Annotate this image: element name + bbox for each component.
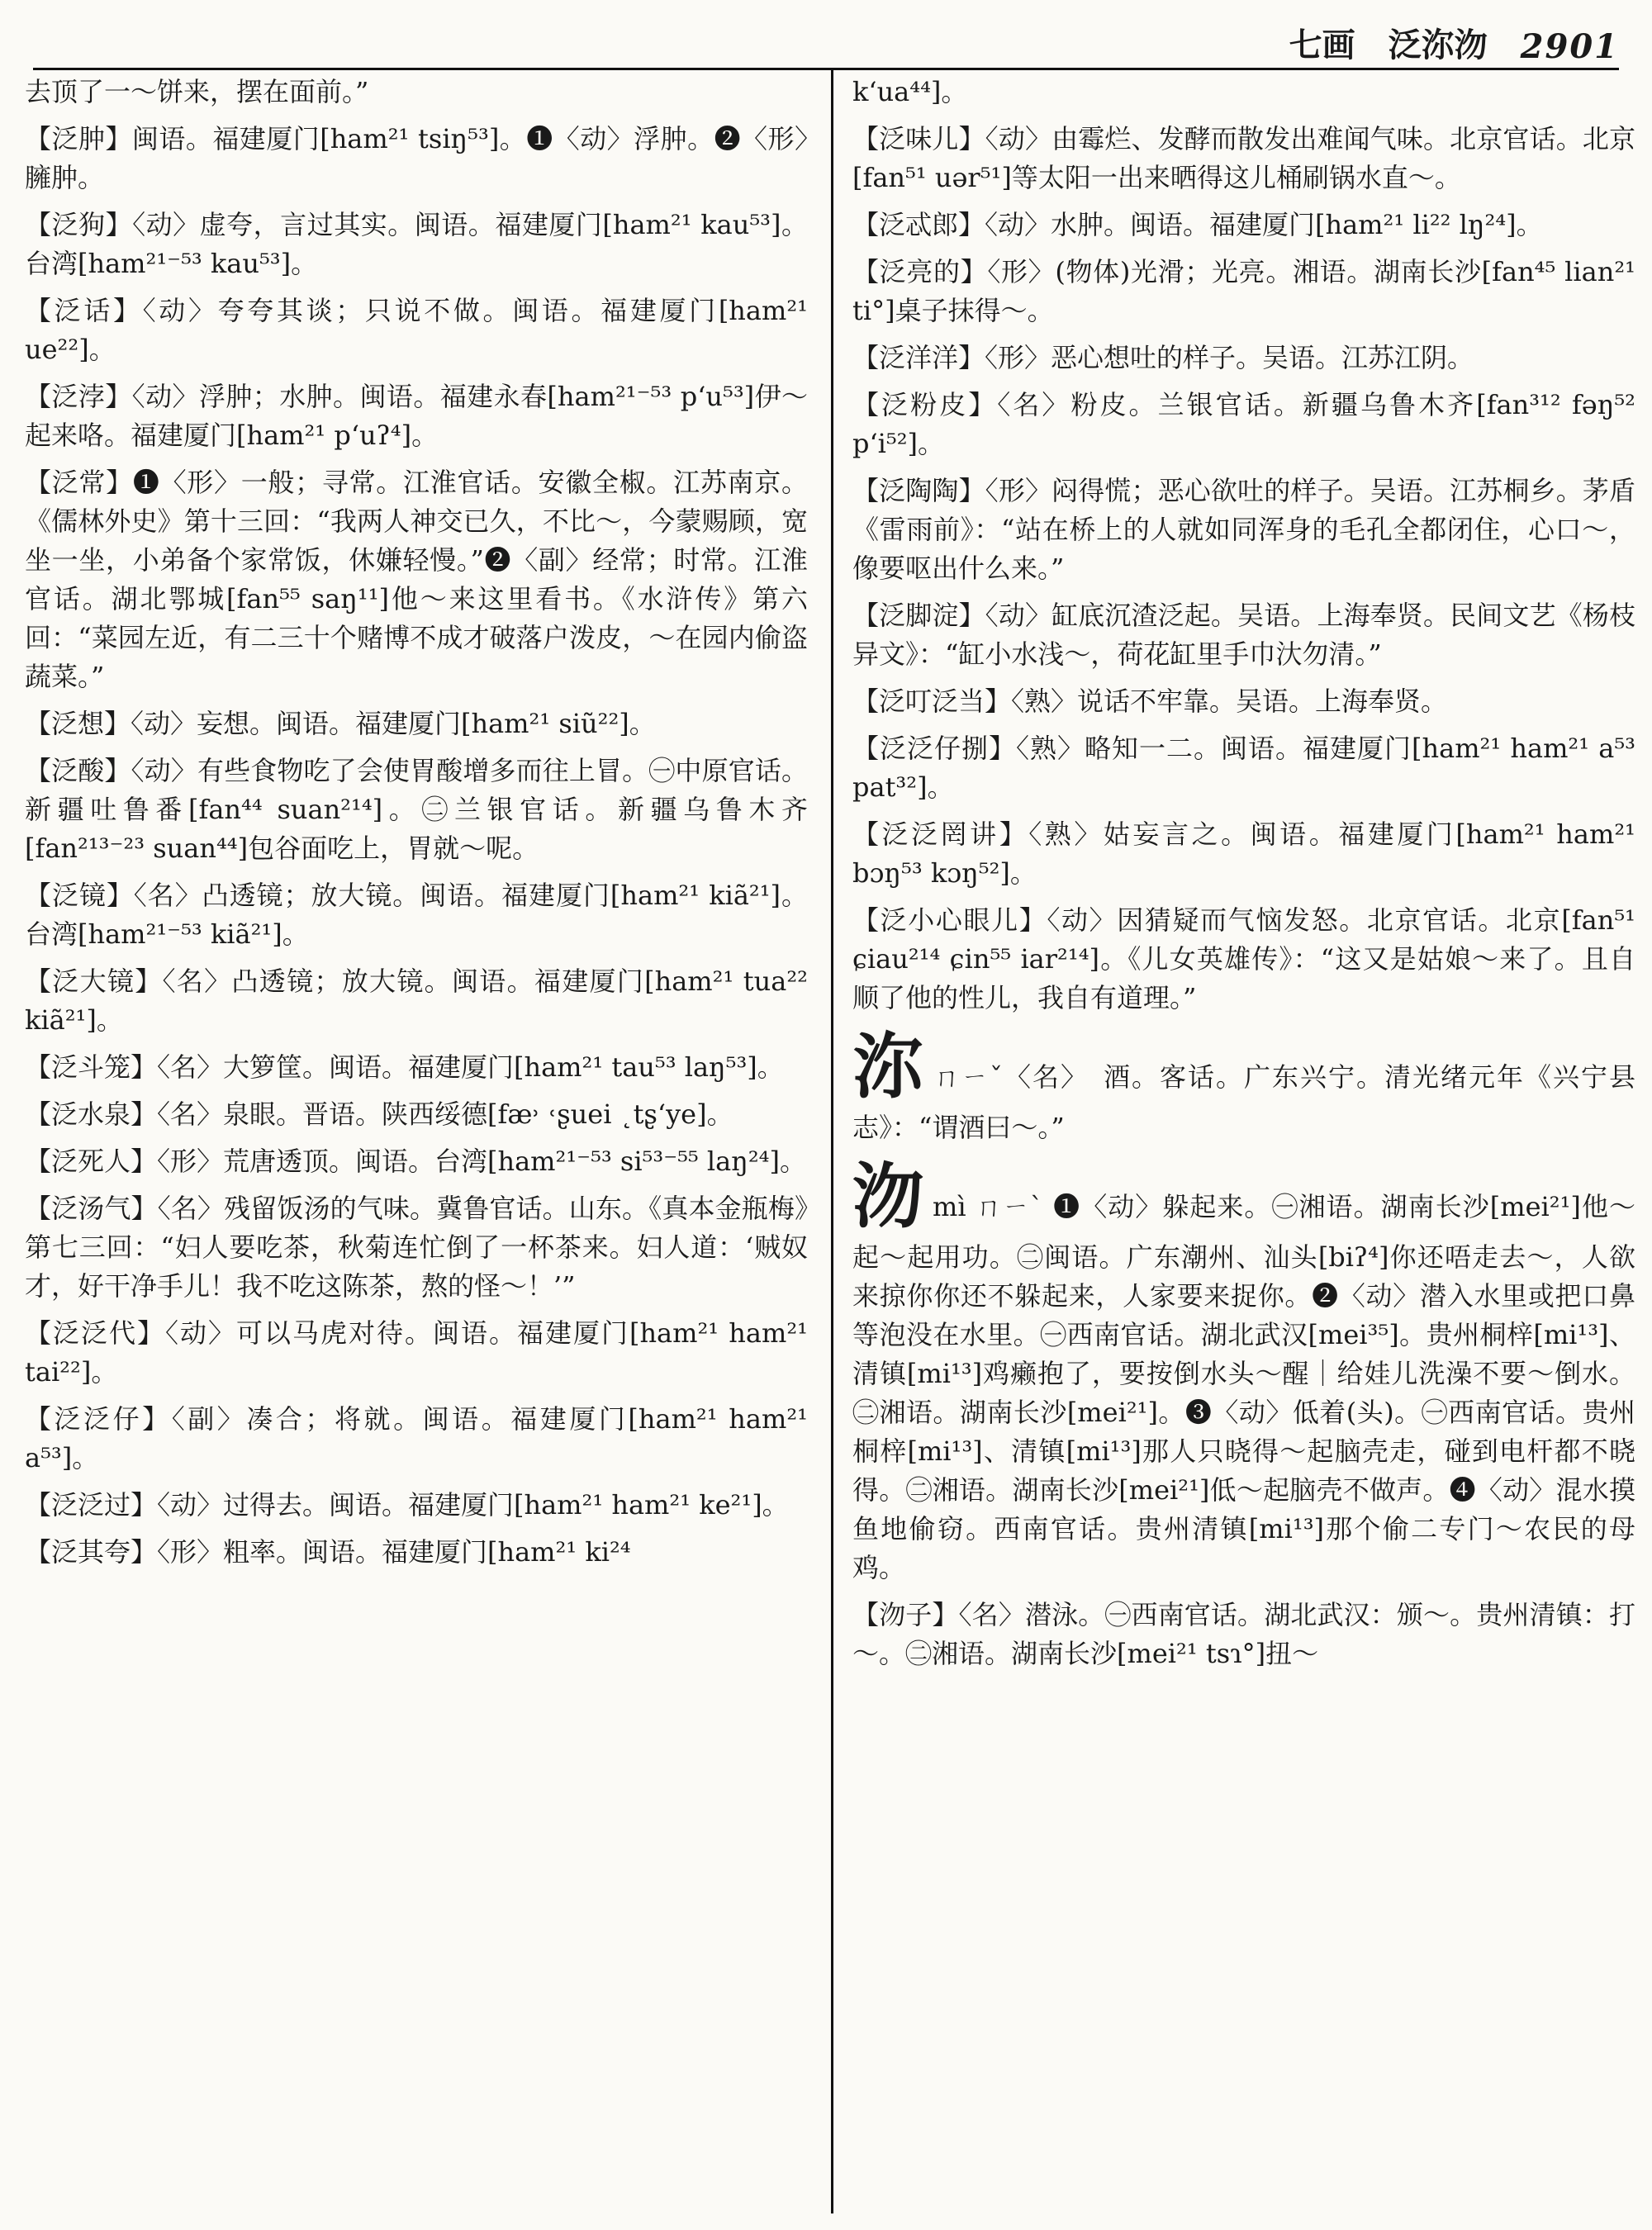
entry: 【泛泛过】〈动〉过得去。闽语。福建厦门[ham²¹ ham²¹ ke²¹]。 xyxy=(25,1489,789,1521)
entry: 【泛大镜】〈名〉凸透镜；放大镜。闽语。福建厦门[ham²¹ tua²² kiã²¹]。 xyxy=(25,966,808,1036)
entry: 【泛想】〈动〉妄想。闽语。福建厦门[ham²¹ siũ²²]。 xyxy=(25,708,656,739)
entry: 【泛狗】〈动〉虚夸，言过其实。闽语。福建厦门[ham²¹ kau⁵³]。台湾[ham²¹⁻⁵³ kau⁵³]。 xyxy=(25,209,808,279)
entry: 【泛粉皮】〈名〉粉皮。兰银官话。新疆乌鲁木齐[fan³¹² fəŋ⁵² p‘i⁵²]。 xyxy=(852,389,1635,459)
page-header xyxy=(33,17,1619,66)
entry: 【泛话】〈动〉夸夸其谈；只说不做。闽语。福建厦门[ham²¹ ue²²]。 xyxy=(25,295,808,365)
entry: k‘ua⁴⁴]。 xyxy=(852,76,968,107)
entry: 【泛叮泛当】〈熟〉说话不牢靠。吴语。上海奉贤。 xyxy=(852,686,1448,717)
entry: 【泛肿】闽语。福建厦门[ham²¹ tsiŋ⁵³]。❶〈动〉浮肿。❷〈形〉臃肿。 xyxy=(25,123,808,193)
entry: 【泛水泉】〈名〉泉眼。晋语。陕西绥德[fæ˒ ˓ʂuei ˛tʂ‘ye]。 xyxy=(25,1098,733,1130)
entry: 【泛镜】〈名〉凸透镜；放大镜。闽语。福建厦门[ham²¹ kiã²¹]。台湾[ham²¹⁻⁵³ kiã²¹]。 xyxy=(25,880,808,950)
entry: 【泛洋洋】〈形〉恶心想吐的样子。吴语。江苏江阴。 xyxy=(852,342,1474,373)
headword-entry xyxy=(852,1155,1635,1587)
entry: 【泛泛仔】〈副〉凑合；将就。闽语。福建厦门[ham²¹ ham²¹ a⁵³]。 xyxy=(25,1403,808,1473)
page-number: 2901 xyxy=(1520,27,1619,66)
headword-char: 沵 xyxy=(852,1025,925,1108)
column-divider xyxy=(831,68,833,2213)
entry: 【泛酸】〈动〉有些食物吃了会使胃酸增多而往上冒。㊀中原官话。新疆吐鲁番[fan⁴⁴ suan²¹⁴]。㊁兰银官话。新疆乌鲁木齐[fan²¹³⁻²³ suan⁴⁴]包谷面吃上，胃就～呢。 xyxy=(25,755,808,864)
entry: 【沕子】〈名〉潜泳。㊀西南官话。湖北武汉：颁～。贵州清镇：打～。㊁湘语。湖南长沙[mei²¹ tsɿ°]扭～ xyxy=(852,1599,1635,1669)
header-rule xyxy=(33,68,1619,70)
entry: 【泛死人】〈形〉荒唐透顶。闽语。台湾[ham²¹⁻⁵³ si⁵³⁻⁵⁵ laŋ²⁴]。 xyxy=(25,1146,806,1177)
entry: 【泛泛代】〈动〉可以马虎对待。闽语。福建厦门[ham²¹ ham²¹ tai²²]。 xyxy=(25,1317,808,1388)
section-label: 七画 泛沵沕 xyxy=(1289,26,1488,64)
entry: 【泛味儿】〈动〉由霉烂、发酵而散发出难闻气味。北京官话。北京[fan⁵¹ uər⁵¹]等太阳一出来晒得这儿桶刷锅水直～。 xyxy=(852,123,1635,193)
entry: 【泛小心眼儿】〈动〉因猜疑而气恼发怒。北京官话。北京[fan⁵¹ ɕiau²¹⁴ ɕin⁵⁵ iar²¹⁴]。《儿女英雄传》：“这又是姑娘～来了。且自顺了他的性儿，我自有道理。” xyxy=(852,904,1635,1013)
entry: 【泛陶陶】〈形〉闷得慌；恶心欲吐的样子。吴语。江苏桐乡。茅盾《雷雨前》：“站在桥上的人就如同浑身的毛孔全都闭住，心口～，像要呕出什么来。” xyxy=(852,475,1635,584)
headword-entry xyxy=(852,1026,1635,1147)
entry: 【泛忒郎】〈动〉水肿。闽语。福建厦门[ham²¹ li²² lŋ²⁴]。 xyxy=(852,209,1543,240)
entry: 【泛亮的】〈形〉(物体)光滑；光亮。湘语。湖南长沙[fan⁴⁵ lian²¹ ti°]桌子抹得～。 xyxy=(852,256,1635,326)
entry: 【泛泛罔讲】〈熟〉姑妄言之。闽语。福建厦门[ham²¹ ham²¹ bɔŋ⁵³ kɔŋ⁵²]。 xyxy=(852,818,1635,889)
headword-text: ㄇㄧˇ〈名〉 酒。客话。广东兴宁。清光绪元年《兴宁县志》：“谓酒曰～。” xyxy=(852,1061,1635,1143)
entry: 【泛汤气】〈名〉残留饭汤的气味。冀鲁官话。山东。《真本金瓶梅》第七三回：“妇人要吃茶，秋菊连忙倒了一杯茶来。妇人道：‘贼奴才，好干净手儿！我不吃这陈茶，熬的怪～！’” xyxy=(25,1193,808,1302)
right-column xyxy=(852,73,1635,2212)
left-column xyxy=(25,73,808,2212)
headword-text: mì ㄇㄧˋ ❶〈动〉躲起来。㊀湘语。湖南长沙[mei²¹]他～起～起用功。㊁闽语。广东潮州、汕头[biʔ⁴]你还唔走去～，人欲来掠你你还不躲起来，人家要来捉你。❷〈动〉潜入水里或把口鼻等泡没在水里。㊀西南官话。湖北武汉[mei³⁵]。贵州桐梓[mi¹³]、清镇[mi¹³]鸡癞抱了，要按倒水头～醒｜给娃儿洗澡不要～倒水。㊁湘语。湖南长沙[mei²¹]。❸〈动〉低着(头)。㊀西南官话。贵州桐梓[mi¹³]、清镇[mi¹³]那人只晓得～起脑壳走，碰到电杆都不晓得。㊁湘语。湖南长沙[mei²¹]低～起脑壳不做声。❹〈动〉混水摸鱼地偷窃。西南官话。贵州清镇[mi¹³]那个偷二专门～农民的母鸡。 xyxy=(852,1191,1635,1583)
entry: 【泛常】❶〈形〉一般；寻常。江淮官话。安徽全椒。江苏南京。《儒林外史》第十三回：“我两人神交已久，不比～，今蒙赐顾，宽坐一坐，小弟备个家常饭，休嫌轻慢。”❷〈副〉经常；时常。江淮官话。湖北鄂城[fan⁵⁵ saŋ¹¹]他～来这里看书。《水浒传》第六回：“菜园左近，有二三十个赌博不成才破落户泼皮，～在园内偷盗蔬菜。” xyxy=(25,467,808,692)
entry: 【泛斗笼】〈名〉大箩筐。闽语。福建厦门[ham²¹ tau⁵³ laŋ⁵³]。 xyxy=(25,1051,784,1083)
headword-char: 沕 xyxy=(852,1155,925,1238)
entry: 【泛其夸】〈形〉粗率。闽语。福建厦门[ham²¹ ki²⁴ xyxy=(25,1536,631,1568)
entry: 【泛浡】〈动〉浮肿；水肿。闽语。福建永春[ham²¹⁻⁵³ p‘u⁵³]伊～起来咯。福建厦门[ham²¹ p‘uʔ⁴]。 xyxy=(25,381,808,451)
entry: 去顶了一～饼来，摆在面前。” xyxy=(25,76,369,107)
entry: 【泛泛仔捌】〈熟〉略知一二。闽语。福建厦门[ham²¹ ham²¹ a⁵³ pat³²]。 xyxy=(852,733,1635,803)
entry: 【泛脚淀】〈动〉缸底沉渣泛起。吴语。上海奉贤。民间文艺《杨枝异文》：“缸小水浅～，荷花缸里手巾汏勿清。” xyxy=(852,600,1635,670)
